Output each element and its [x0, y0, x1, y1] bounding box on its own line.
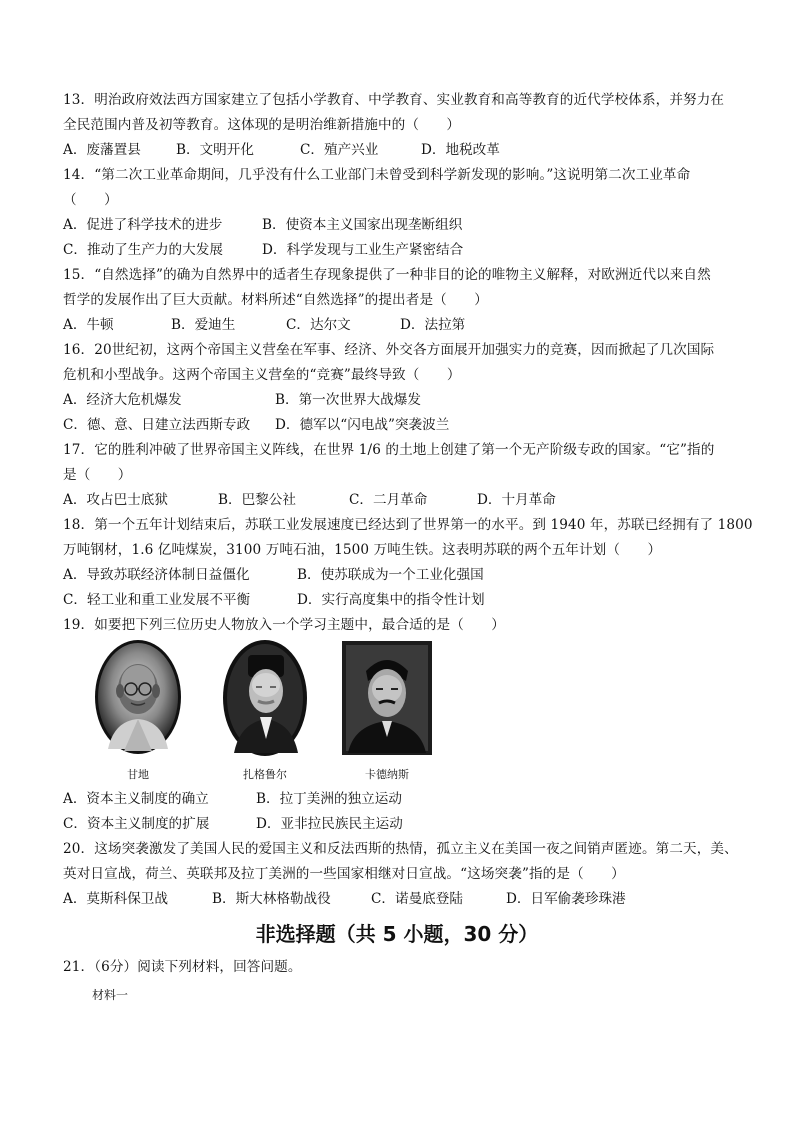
q15-stem-line2: 哲学的发展作出了巨大贡献。材料所述“自然选择”的提出者是（ ） — [63, 292, 488, 308]
portrait-zaghloul — [222, 639, 308, 757]
section-title-non-choice: 非选择题（共 5 小题，30 分） — [255, 922, 539, 946]
q20-option-a[interactable]: A．莫斯科保卫战 — [63, 891, 168, 907]
portrait-cardenas-image — [342, 641, 432, 755]
q14-option-c[interactable]: C．推动了生产力的大发展 — [63, 242, 223, 258]
q18-stem-line1: 18．第一个五年计划结束后，苏联工业发展速度已经达到了世界第一的水平。到 1940 年，苏联已经拥有了 1800 — [63, 517, 753, 533]
q16-option-b[interactable]: B．第一次世界大战爆发 — [275, 392, 421, 408]
q15-option-a[interactable]: A．牛顿 — [63, 317, 114, 333]
q20-stem-line2: 英对日宣战，荷兰、英联邦及拉丁美洲的一些国家相继对日宣战。“这场突袭”指的是（ ） — [63, 866, 625, 882]
q18-option-b[interactable]: B．使苏联成为一个工业化强国 — [297, 567, 484, 583]
q14-option-d[interactable]: D．科学发现与工业生产紧密结合 — [262, 242, 464, 258]
q15-option-c[interactable]: C．达尔文 — [286, 317, 351, 333]
q17-option-b[interactable]: B．巴黎公社 — [218, 492, 296, 508]
q18-option-c[interactable]: C．轻工业和重工业发展不平衡 — [63, 592, 251, 608]
q16-option-c[interactable]: C．德、意、日建立法西斯专政 — [63, 417, 251, 433]
q17-option-a[interactable]: A．攻占巴士底狱 — [63, 492, 168, 508]
q17-option-d[interactable]: D．十月革命 — [477, 492, 556, 508]
caption-gandhi: 甘地 — [127, 768, 149, 781]
portrait-zaghloul-image — [222, 639, 308, 757]
q21-material-label: 材料一 — [92, 988, 129, 1002]
q16-stem-line1: 16．20世纪初，这两个帝国主义营垒在军事、经济、外交各方面展开加强实力的竞赛，因而掀起了几次国际 — [63, 342, 715, 358]
portrait-cardenas — [342, 641, 432, 755]
q19-option-a[interactable]: A．资本主义制度的确立 — [63, 791, 209, 807]
q15-stem-line1: 15．“自然选择”的确为自然界中的适者生存现象提供了一种非目的论的唯物主义解释，对欧洲近代以来自然 — [63, 267, 711, 283]
caption-cardenas: 卡德纳斯 — [365, 768, 409, 781]
q18-stem-line2: 万吨钢材，1.6 亿吨煤炭，3100 万吨石油，1500 万吨生铁。这表明苏联的两个五年计划（ ） — [63, 542, 662, 558]
q17-stem-line2: 是（ ） — [63, 467, 132, 483]
q13-option-a[interactable]: A．废藩置县 — [63, 142, 141, 158]
q18-option-d[interactable]: D．实行高度集中的指令性计划 — [297, 592, 485, 608]
q20-option-d[interactable]: D．日军偷袭珍珠港 — [506, 891, 626, 907]
q13-stem-line2: 全民范围内普及初等教育。这体现的是明治维新措施中的（ ） — [63, 117, 461, 133]
q17-option-c[interactable]: C．二月革命 — [349, 492, 428, 508]
caption-zaghloul: 扎格鲁尔 — [243, 768, 287, 781]
q20-stem-line1: 20．这场突袭激发了美国人民的爱国主义和反法西斯的热情，孤立主义在美国一夜之间销声匿迹。第二天，美、 — [63, 841, 738, 857]
q14-stem-line1: 14．“第二次工业革命期间，几乎没有什么工业部门未曾受到科学新发现的影响。”这说明第二次工业革命 — [63, 167, 691, 183]
q21-stem-line1: 21．（6分）阅读下列材料，回答问题。 — [63, 959, 302, 975]
portrait-gandhi — [94, 639, 182, 755]
q15-option-b[interactable]: B．爱迪生 — [171, 317, 236, 333]
q19-option-d[interactable]: D．亚非拉民族民主运动 — [256, 816, 403, 832]
q18-option-a[interactable]: A．导致苏联经济体制日益僵化 — [63, 567, 250, 583]
q14-option-a[interactable]: A．促进了科学技术的进步 — [63, 217, 223, 233]
q14-option-b[interactable]: B．使资本主义国家出现垄断组织 — [262, 217, 463, 233]
q16-option-a[interactable]: A．经济大危机爆发 — [63, 392, 182, 408]
q13-option-b[interactable]: B．文明开化 — [176, 142, 254, 158]
q16-option-d[interactable]: D．德军以“闪电战”突袭波兰 — [275, 417, 450, 433]
q15-option-d[interactable]: D．法拉第 — [400, 317, 466, 333]
q13-option-d[interactable]: D．地税改革 — [421, 142, 500, 158]
q19-option-c[interactable]: C．资本主义制度的扩展 — [63, 816, 210, 832]
portrait-gandhi-image — [94, 639, 182, 755]
q20-option-b[interactable]: B．斯大林格勒战役 — [212, 891, 331, 907]
q16-stem-line2: 危机和小型战争。这两个帝国主义营垒的“竞赛”最终导致（ ） — [63, 367, 461, 383]
q14-stem-line2: （ ） — [63, 192, 118, 208]
q17-stem-line1: 17．它的胜利冲破了世界帝国主义阵线，在世界 1/6 的土地上创建了第一个无产阶级专政的国家。“它”指的 — [63, 442, 715, 458]
q19-option-b[interactable]: B．拉丁美洲的独立运动 — [256, 791, 402, 807]
q20-option-c[interactable]: C．诺曼底登陆 — [371, 891, 463, 907]
q13-option-c[interactable]: C．殖产兴业 — [300, 142, 379, 158]
q19-stem-line1: 19．如要把下列三位历史人物放入一个学习主题中，最合适的是（ ） — [63, 617, 506, 633]
q13-stem-line1: 13．明治政府效法西方国家建立了包括小学教育、中学教育、实业教育和高等教育的近代学校体系，并努力在 — [63, 92, 725, 108]
